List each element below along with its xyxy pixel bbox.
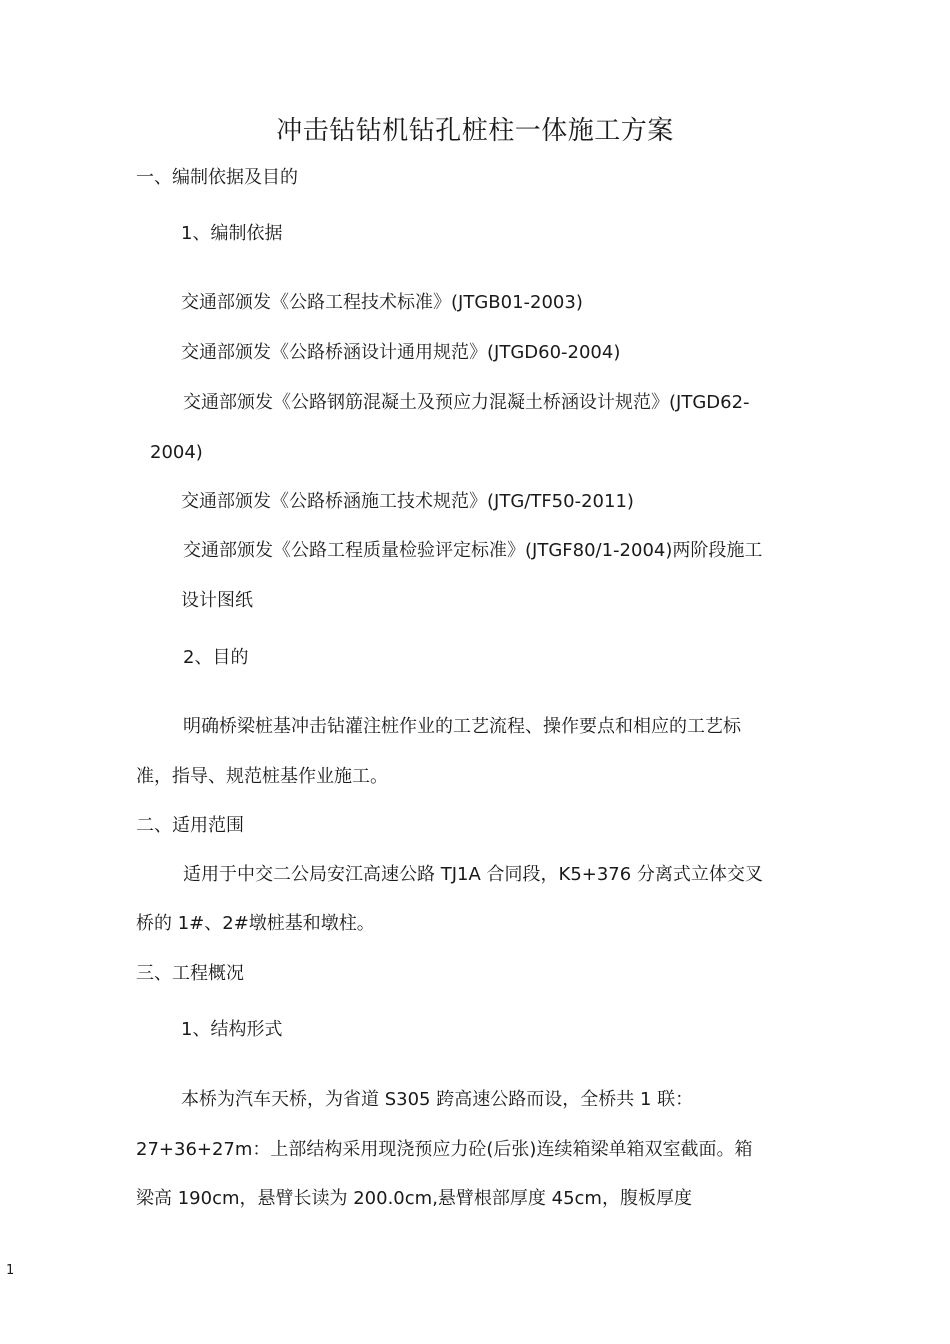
reference-line: 交通部颁发《公路桥涵设计通用规范》(JTGD60-2004) xyxy=(181,342,621,363)
subsection-heading-purpose: 2、目的 xyxy=(183,647,249,668)
section-heading-overview: 三、工程概况 xyxy=(136,963,244,984)
document-title: 冲击钻钻机钻孔桩柱一体施工方案 xyxy=(276,116,674,146)
body-paragraph-line: 梁高 190cm，悬臂长读为 200.0cm,悬臂根部厚度 45cm，腹板厚度 xyxy=(136,1188,692,1209)
page-number: 1 xyxy=(6,1263,15,1278)
section-heading-scope: 二、适用范围 xyxy=(136,815,244,836)
body-paragraph-line: 27+36+27m：上部结构采用现浇预应力砼(后张)连续箱梁单箱双室截面。箱 xyxy=(136,1139,753,1160)
section-heading-basis: 一、编制依据及目的 xyxy=(136,167,298,188)
body-paragraph-line: 本桥为汽车天桥，为省道 S305 跨高速公路而设，全桥共 1 联： xyxy=(181,1089,694,1110)
body-paragraph-line: 明确桥梁桩基冲击钻灌注桩作业的工艺流程、操作要点和相应的工艺标 xyxy=(183,716,741,737)
subsection-heading-structure: 1、结构形式 xyxy=(181,1019,283,1040)
reference-line-continued: 设计图纸 xyxy=(181,590,253,611)
body-paragraph-line: 桥的 1#、2#墩桩基和墩柱。 xyxy=(136,913,375,934)
body-paragraph-line: 准，指导、规范桩基作业施工。 xyxy=(136,766,388,787)
reference-line-continued: 2004) xyxy=(150,442,203,463)
reference-line: 交通部颁发《公路钢筋混凝土及预应力混凝土桥涵设计规范》(JTGD62- xyxy=(183,392,750,413)
reference-line: 交通部颁发《公路桥涵施工技术规范》(JTG/TF50-2011) xyxy=(181,491,634,512)
reference-line: 交通部颁发《公路工程质量检验评定标准》(JTGF80/1-2004)两阶段施工 xyxy=(183,540,763,561)
subsection-heading-basis: 1、编制依据 xyxy=(181,223,283,244)
reference-line: 交通部颁发《公路工程技术标准》(JTGB01-2003) xyxy=(181,292,583,313)
body-paragraph-line: 适用于中交二公局安江高速公路 TJ1A 合同段，K5+376 分离式立体交叉 xyxy=(183,864,763,885)
